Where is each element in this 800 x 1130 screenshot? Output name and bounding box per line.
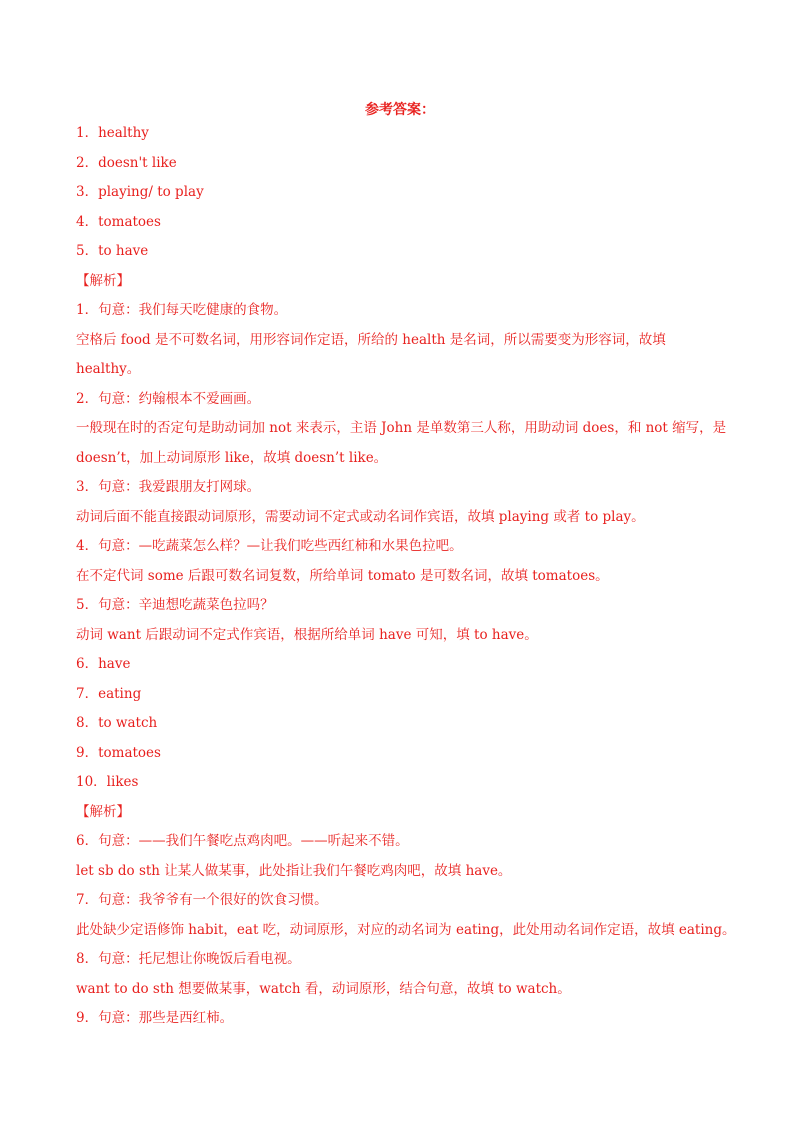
answer-line: 3．句意：我爱跟朋友打网球。	[76, 479, 261, 495]
answer-line: 在不定代词 some 后跟可数名词复数，所给单词 tomato 是可数名词，故填 tomatoes。	[76, 567, 609, 584]
answer-line: 1．healthy	[76, 125, 149, 141]
answer-line: 3．playing/ to play	[76, 184, 204, 200]
answer-line: 动词后面不能直接跟动词原形，需要动词不定式或动名词作宾语，故填 playing 或者 to play。	[76, 508, 645, 525]
answer-line: healthy。	[76, 361, 141, 377]
answer-line: 7．eating	[76, 685, 142, 702]
answer-line: doesn’t，加上动词原形 like，故填 doesn’t like。	[76, 449, 388, 466]
answer-line: want to do sth 想要做某事，watch 看，动词原形，结合句意，故填 to watch。	[76, 980, 571, 997]
answer-line: 5．句意：辛迪想吃蔬菜色拉吗？	[76, 597, 274, 613]
answer-lines	[76, 119, 736, 1034]
answer-line: 9．tomatoes	[76, 744, 161, 761]
answer-line: 10．likes	[76, 774, 139, 790]
answer-line: 【解析】	[76, 272, 130, 289]
answer-line: 【解析】	[76, 803, 130, 820]
answer-line: 2．句意：约翰根本不爱画画。	[76, 390, 261, 407]
answer-line: 6．have	[76, 656, 131, 672]
answer-line: 8．to watch	[76, 715, 158, 731]
answer-line: 此处缺少定语修饰 habit，eat 吃，动词原形，对应的动名词为 eating，此处用动名词作定语，故填 eating。	[76, 921, 736, 938]
answer-line: 2．doesn't like	[76, 154, 177, 171]
answer-line: 一般现在时的否定句是助动词加 not 来表示，主语 John 是单数第三人称，用助动词 does，和 not 缩写，是	[76, 420, 727, 436]
answer-line: 9．句意：那些是西红柿。	[76, 1010, 234, 1026]
answer-line: 7．句意：我爷爷有一个很好的饮食习惯。	[76, 892, 328, 908]
answer-line: 动词 want 后跟动词不定式作宾语，根据所给单词 have 可知，填 to have。	[76, 626, 538, 643]
answer-line: 6．句意：——我们午餐吃点鸡肉吧。——听起来不错。	[76, 833, 409, 849]
answer-line: 空格后 food 是不可数名词，用形容词作定语，所给的 health 是名词，所以需要变为形容词，故填	[76, 331, 666, 348]
page-title: 参考答案：	[365, 102, 435, 118]
answer-line: 1．句意：我们每天吃健康的食物。	[76, 302, 288, 318]
answer-line: let sb do sth 让某人做某事，此处指让我们午餐吃鸡肉吧，故填 have。	[76, 862, 512, 879]
answer-line: 4．句意：—吃蔬菜怎么样？—让我们吃些西红柿和水果色拉吧。	[76, 538, 463, 554]
answer-line: 4．tomatoes	[76, 213, 161, 230]
answer-line: 5．to have	[76, 243, 149, 259]
answer-line: 8．句意：托尼想让你晚饭后看电视。	[76, 951, 301, 967]
